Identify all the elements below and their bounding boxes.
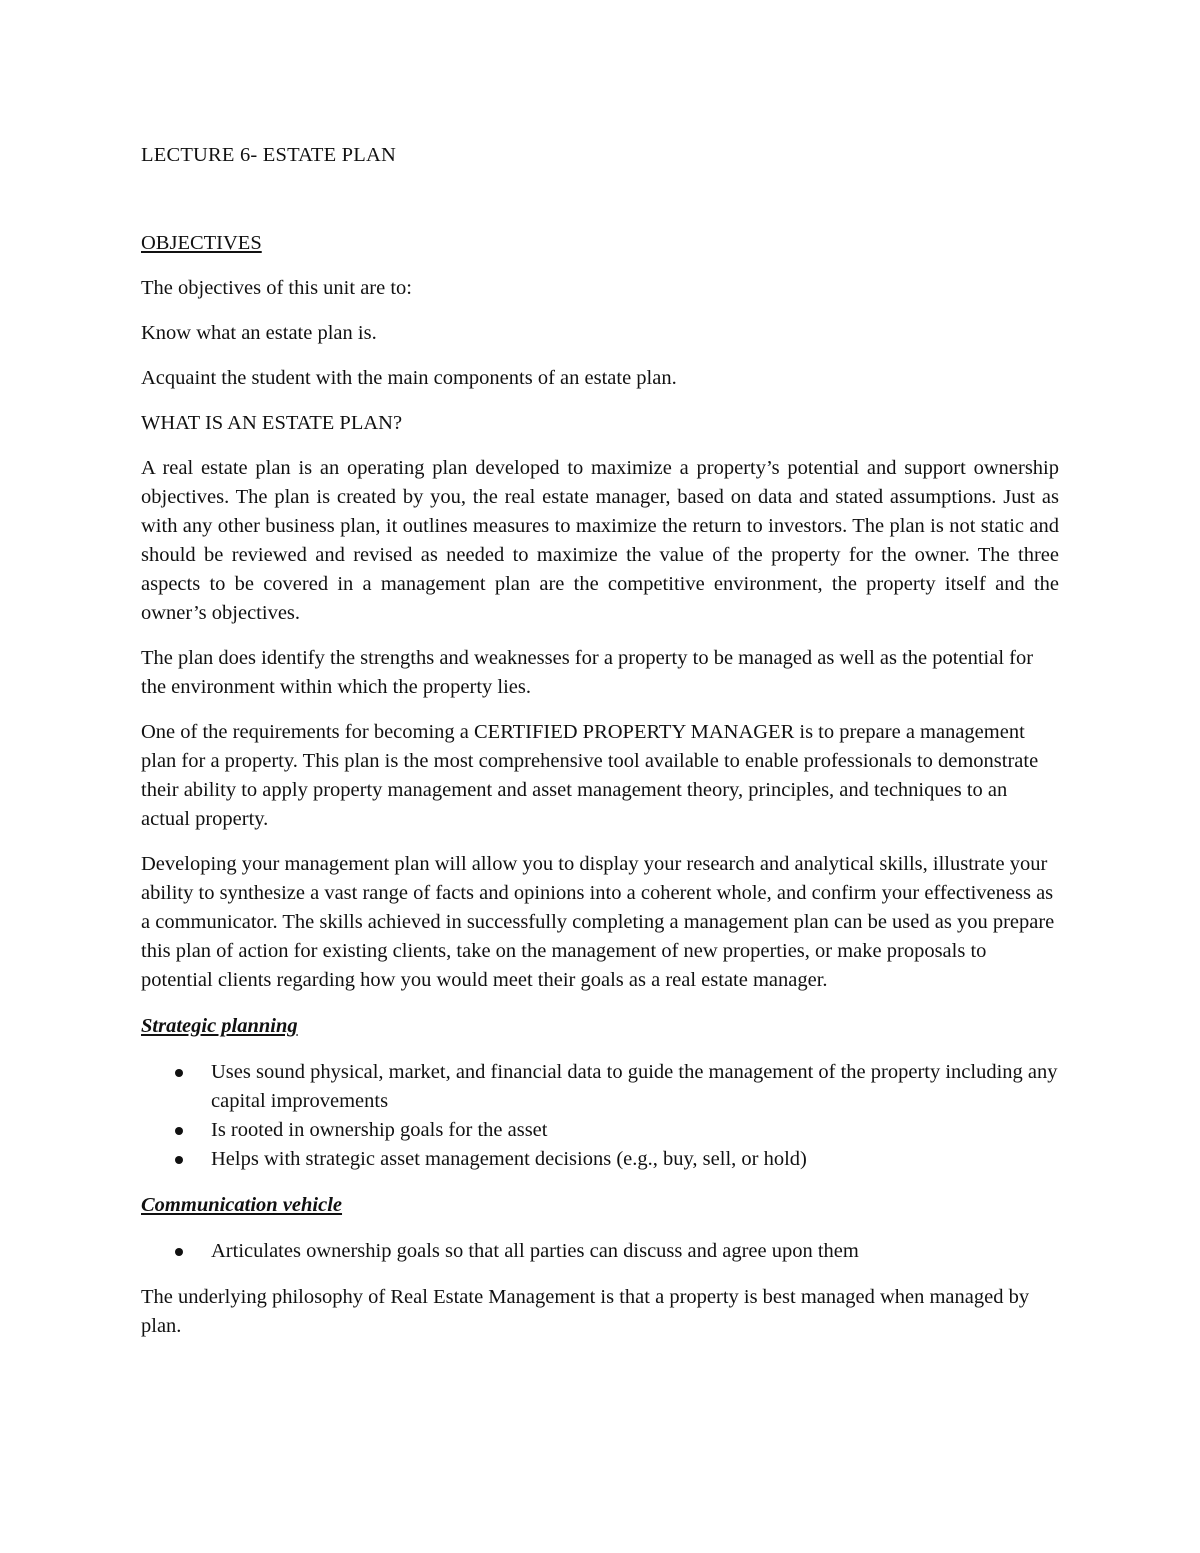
closing-paragraph: The underlying philosophy of Real Estate Management is that a property is best managed when managed by plan. [141, 1286, 1030, 1337]
bullet-icon [175, 1248, 183, 1256]
list-item [141, 1145, 1059, 1174]
objective-item: Know what an estate plan is. [141, 322, 377, 344]
strategic-planning-heading: Strategic planning [141, 1015, 298, 1037]
list-item-text: Uses sound physical, market, and financial data to guide the management of the property including any capital improvements [211, 1061, 1058, 1112]
communication-vehicle-list [141, 1237, 1059, 1266]
communication-vehicle-heading: Communication vehicle [141, 1194, 343, 1216]
objective-item: Acquaint the student with the main components of an estate plan. [141, 367, 677, 389]
section-question-heading: WHAT IS AN ESTATE PLAN? [141, 412, 403, 434]
bullet-icon [175, 1156, 183, 1164]
body-paragraph: Developing your management plan will allow you to display your research and analytical skills, illustrate your ability to synthesize a vast range of facts and opinions into a coherent whole, and confirm your effectiveness as a communicator. The skills achieved in successfully completing a management plan can be used as you prepare this plan of action for existing clients, take on the management of new properties, or make proposals to potential clients regarding how you would meet their goals as a real estate manager. [141, 853, 1055, 991]
bullet-icon [175, 1069, 183, 1077]
list-item [141, 1116, 1059, 1145]
list-item-text: Is rooted in ownership goals for the asset [211, 1119, 548, 1141]
bullet-icon [175, 1127, 183, 1135]
objectives-heading: OBJECTIVES [141, 232, 262, 254]
list-item [141, 1058, 1059, 1116]
lecture-title: LECTURE 6- ESTATE PLAN [141, 144, 397, 166]
body-paragraph: One of the requirements for becoming a CERTIFIED PROPERTY MANAGER is to prepare a management plan for a property. This plan is the most comprehensive tool available to enable professionals to demonstrate their ability to apply property management and asset management theory, principles, and techniques to an actual property. [141, 721, 1039, 830]
list-item-text: Articulates ownership goals so that all parties can discuss and agree upon them [211, 1240, 859, 1262]
list-item-text: Helps with strategic asset management decisions (e.g., buy, sell, or hold) [211, 1148, 807, 1170]
strategic-planning-list [141, 1058, 1059, 1174]
body-paragraph: The plan does identify the strengths and weaknesses for a property to be managed as well as the potential for the environment within which the property lies. [141, 647, 1034, 698]
document-body [141, 141, 1059, 1341]
objectives-intro: The objectives of this unit are to: [141, 277, 412, 299]
list-item [141, 1237, 1059, 1266]
body-paragraph: A real estate plan is an operating plan developed to maximize a property’s potential and support ownership objectives. The plan is created by you, the real estate manager, based on data and stated assumptions. Just as with any other business plan, it outlines measures to maximize the return to investors. The plan is not static and should be reviewed and revised as needed to maximize the value of the property for the owner. The three aspects to be covered in a management plan are the competitive environment, the property itself and the owner’s objectives. [141, 457, 1059, 624]
